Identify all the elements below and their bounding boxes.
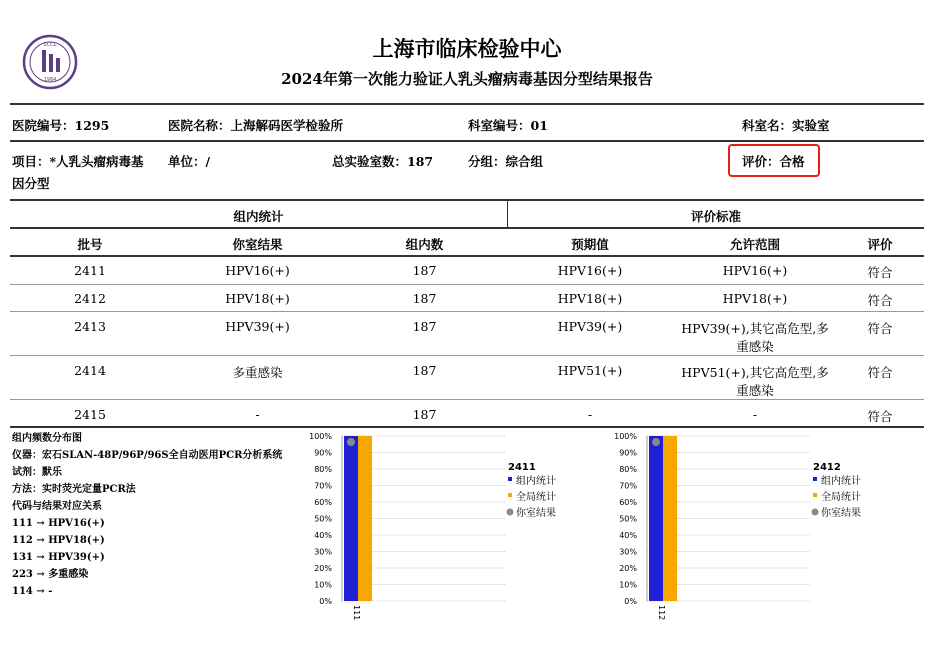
col-result: 你室结果 [232, 237, 283, 252]
row-divider [10, 399, 924, 400]
divider [10, 103, 924, 105]
col-expected: 预期值 [571, 237, 609, 252]
divider [10, 199, 924, 201]
expected-cell: - [587, 407, 593, 422]
legend-swatch [813, 477, 817, 481]
eval-cell: 符合 [867, 321, 893, 336]
lab-result-point [347, 438, 355, 446]
col-eval: 评价 [867, 237, 893, 252]
legend-swatch [507, 509, 514, 516]
range-cell: HPV16(+) [722, 263, 788, 278]
total-labs: 总实验室数：187 [332, 154, 434, 169]
expected-cell: HPV16(+) [557, 263, 623, 278]
project-line2: 因分型 [12, 176, 50, 191]
y-tick-label: 100% [309, 432, 332, 441]
notes-code-title: 代码与结果对应关系 [12, 501, 102, 512]
batch-cell: 2411 [74, 263, 106, 278]
count-cell: 187 [412, 263, 437, 278]
x-category-label: 111 [352, 605, 361, 621]
y-tick-label: 50% [314, 514, 332, 524]
legend-swatch [508, 493, 512, 497]
y-tick-label: 90% [314, 448, 332, 458]
notes-code-131: 131 → HPV39(+) [12, 552, 105, 563]
chart-title: 2412 [813, 462, 841, 473]
bar-global-stats [663, 436, 677, 601]
legend-label: 全局统计 [821, 492, 861, 503]
result-cell: - [255, 407, 260, 422]
y-tick-label: 10% [314, 580, 332, 590]
eval-cell: 符合 [867, 293, 893, 308]
hospital-name: 医院名称：上海解码医学检验所 [168, 118, 344, 133]
report-title: 2024年第一次能力验证人乳头瘤病毒基因分型结果报告 [281, 70, 653, 88]
legend-label: 组内统计 [516, 476, 556, 487]
legend-label: 你室结果 [821, 508, 861, 519]
org-title: 上海市临床检验中心 [372, 36, 562, 61]
legend-swatch [812, 509, 819, 516]
y-tick-label: 60% [314, 498, 332, 507]
svg-text:SCCL: SCCL [43, 42, 57, 48]
notes-block [12, 430, 282, 600]
col-range: 允许范围 [729, 237, 780, 252]
group-stats-header: 组内统计 [233, 209, 284, 224]
x-category-label: 112 [657, 605, 666, 621]
project-line1: 项目：*人乳头瘤病毒基 [12, 154, 144, 169]
bar-group-stats [344, 436, 358, 601]
range-cell-cont: 重感染 [736, 339, 774, 354]
y-tick-label: 0% [319, 597, 332, 606]
range-cell: HPV39(+),其它高危型,多 [681, 321, 829, 336]
y-tick-label: 10% [619, 580, 637, 590]
y-tick-label: 20% [314, 564, 332, 573]
evaluation: 评价：合格 [742, 154, 805, 169]
row-divider [10, 355, 924, 356]
bar-group-stats [649, 436, 663, 601]
y-tick-label: 80% [619, 465, 637, 474]
y-tick-label: 0% [624, 597, 637, 606]
y-tick-label: 40% [619, 531, 637, 540]
range-cell-cont: 重感染 [736, 383, 774, 398]
expected-cell: HPV18(+) [557, 291, 623, 306]
eval-cell: 符合 [867, 365, 893, 380]
range-cell: HPV18(+) [722, 291, 788, 306]
row-divider [10, 284, 924, 285]
y-tick-label: 40% [314, 531, 332, 540]
eval-cell: 符合 [867, 265, 893, 280]
count-cell: 187 [412, 363, 437, 378]
frequency-chart-2411 [300, 428, 600, 628]
divider [10, 255, 924, 257]
col-count: 组内数 [405, 237, 444, 252]
notes-code-223: 223 → 多重感染 [12, 569, 89, 580]
dept-no: 科室编号：01 [468, 118, 548, 133]
range-cell: HPV51(+),其它高危型,多 [681, 365, 829, 380]
result-cell: HPV39(+) [225, 319, 290, 334]
y-tick-label: 60% [619, 498, 637, 507]
notes-code-112: 112 → HPV18(+) [12, 535, 105, 546]
unit: 单位：/ [168, 154, 211, 169]
notes-code-114: 114 → - [12, 586, 53, 597]
bar-global-stats [358, 436, 372, 601]
frequency-chart-2412 [605, 428, 905, 628]
count-cell: 187 [412, 291, 437, 306]
notes-reagent: 试剂：默乐 [12, 467, 62, 478]
notes-method: 方法：实时荧光定量PCR法 [12, 484, 136, 495]
column-divider [507, 200, 508, 227]
result-cell: 多重感染 [232, 365, 283, 380]
divider [10, 140, 924, 142]
legend-swatch [813, 493, 817, 497]
batch-cell: 2413 [74, 319, 106, 334]
dept-name: 科室名：实验室 [742, 118, 830, 133]
batch-cell: 2415 [74, 407, 106, 422]
legend-label: 组内统计 [821, 476, 861, 487]
y-tick-label: 30% [619, 547, 637, 557]
legend-swatch [508, 477, 512, 481]
batch-cell: 2412 [74, 291, 106, 306]
col-batch: 批号 [77, 237, 103, 252]
eval-cell: 符合 [867, 409, 893, 424]
legend-label: 你室结果 [516, 508, 556, 519]
expected-cell: HPV51(+) [557, 363, 623, 378]
y-tick-label: 50% [619, 514, 637, 524]
divider [10, 227, 924, 229]
y-tick-label: 70% [314, 481, 332, 491]
result-cell: HPV16(+) [225, 263, 290, 278]
y-tick-label: 20% [619, 564, 637, 573]
count-cell: 187 [412, 319, 437, 334]
eval-standard-header: 评价标准 [690, 209, 741, 224]
legend-label: 全局统计 [516, 492, 556, 503]
y-tick-label: 80% [314, 465, 332, 474]
group: 分组：综合组 [468, 154, 544, 169]
notes-instrument: 仪器：宏石SLAN-48P/96P/96S全自动医用PCR分析系统 [12, 450, 283, 461]
y-tick-label: 30% [314, 547, 332, 557]
notes-code-111: 111 → HPV16(+) [12, 518, 105, 529]
y-tick-label: 70% [619, 481, 637, 491]
range-cell: - [752, 407, 758, 422]
y-tick-label: 100% [614, 432, 637, 441]
notes-title: 组内频数分布图 [12, 433, 82, 444]
evaluation-highlight [728, 144, 820, 177]
y-tick-label: 90% [619, 448, 637, 458]
chart-title: 2411 [508, 462, 536, 473]
lab-result-point [652, 438, 660, 446]
count-cell: 187 [412, 407, 437, 422]
row-divider [10, 311, 924, 312]
result-cell: HPV18(+) [225, 291, 290, 306]
hospital-no: 医院编号：1295 [12, 118, 110, 133]
batch-cell: 2414 [74, 363, 106, 378]
expected-cell: HPV39(+) [557, 319, 623, 334]
svg-text:1984: 1984 [43, 77, 57, 83]
